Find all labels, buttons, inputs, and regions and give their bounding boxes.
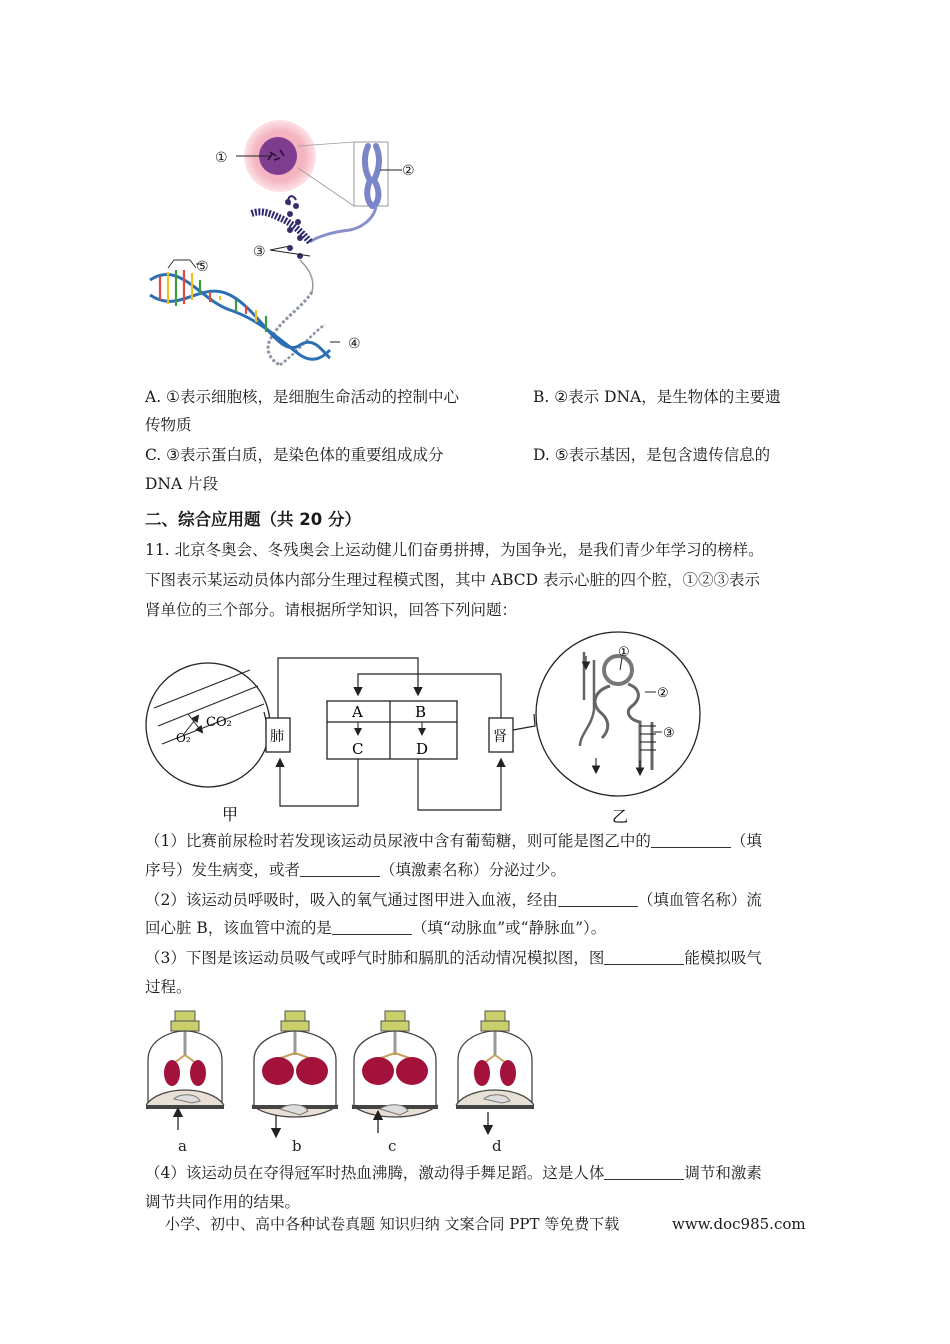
q11-part1-text-b: （填: [730, 832, 762, 850]
jar-label-a: a: [178, 1137, 187, 1155]
chamber-d: D: [416, 740, 429, 758]
q11-part1-line1: [145, 827, 762, 856]
answer-blank-6[interactable]: [604, 1164, 684, 1181]
footer-ad: 小学、初中、高中各种试卷真题 知识归纳 文案合同 PPT 等免费下载: [165, 1215, 620, 1233]
jar-label-b: b: [292, 1137, 302, 1155]
jar-model-d: [456, 1011, 534, 1130]
q11-part1-text-a: （1）比赛前尿检时若发现该运动员尿液中含有葡萄糖，则可能是图乙中的: [145, 832, 651, 850]
q11-part3-line1: [145, 944, 762, 973]
lung-label: 肺: [270, 729, 284, 745]
q11-part2-line2: [145, 914, 606, 943]
option-c: C. ③表示蛋白质，是染色体的重要组成成分: [145, 446, 444, 464]
marker-3: ③: [253, 244, 266, 260]
marker-2: ②: [402, 163, 415, 179]
label-jia: 甲: [222, 805, 239, 824]
q11-part4-text-a: （4）该运动员在夺得冠军时热血沸腾，激动得手舞足蹈。这是人体: [145, 1164, 605, 1182]
q11-stem-line2: 下图表示某运动员体内部分生理过程模式图，其中 ABCD 表示心脏的四个腔，①②③表示: [145, 571, 761, 589]
jar-label-d: d: [492, 1137, 502, 1155]
jar-model-b: [252, 1011, 338, 1133]
bell-jar-models: [140, 1005, 540, 1157]
q11-part2-text-a: （2）该运动员呼吸时，吸入的氧气通过图甲进入血液，经由: [145, 891, 558, 909]
option-d-cont: DNA 片段: [145, 475, 219, 493]
answer-blank-4[interactable]: [332, 919, 412, 936]
circulation-diagram: [140, 630, 710, 830]
jar-model-a: [146, 1011, 224, 1130]
q11-part4-line2: 调节共同作用的结果。: [145, 1193, 301, 1211]
jar-label-c: c: [388, 1137, 397, 1155]
q11-part3-text-a: （3）下图是该运动员吸气或呼气时肺和膈肌的活动情况模拟图，图: [145, 949, 605, 967]
answer-blank-5[interactable]: [604, 949, 684, 966]
section-heading: 二、综合应用题（共 20 分）: [145, 510, 361, 529]
option-a: A. ①表示细胞核，是细胞生命活动的控制中心: [145, 388, 459, 406]
q11-part2-text-b: （填血管名称）流: [637, 891, 762, 909]
chromosome-dna-figure: [140, 110, 440, 380]
q11-stem-line1: 11. 北京冬奥会、冬残奥会上运动健儿们奋勇拼搏，为国争光，是我们青少年学习的榜样。: [145, 541, 764, 559]
double-helix: [150, 270, 330, 359]
chamber-a: A: [352, 703, 363, 721]
chamber-c: C: [352, 740, 364, 758]
marker-4: ④: [348, 336, 361, 352]
answer-blank-1[interactable]: [651, 832, 731, 849]
marker-5: ⑤: [196, 259, 209, 275]
q11-part1-line2: [145, 856, 566, 885]
q11-part1-text-c: 序号）发生病变，或者: [145, 861, 301, 879]
q11-part1-text-d: （填激素名称）分泌过少。: [380, 861, 567, 879]
option-d: D. ⑤表示基因，是包含遗传信息的: [533, 446, 771, 464]
co2-label: CO₂: [206, 715, 232, 730]
footer-url[interactable]: www.doc985.com: [672, 1215, 806, 1233]
nephron-marker-1: ①: [618, 645, 630, 660]
q11-part2-line1: [145, 886, 762, 915]
q11-part3-text-b: 能模拟吸气: [684, 949, 762, 967]
kidney-label: 肾: [493, 729, 507, 745]
marker-1: ①: [215, 150, 228, 166]
nephron-marker-2: ②: [657, 686, 669, 701]
q11-part2-text-d: （填“动脉血”或“静脉血”）。: [411, 919, 607, 937]
option-b-cont: 传物质: [145, 416, 192, 434]
q11-part3-line2: 过程。: [145, 978, 192, 996]
jar-model-c: [352, 1011, 438, 1133]
label-yi: 乙: [612, 807, 629, 826]
q11-part4-text-b: 调节和激素: [684, 1164, 762, 1182]
option-b: B. ②表示 DNA，是生物体的主要遗: [533, 388, 781, 406]
o2-label: O₂: [176, 731, 191, 745]
answer-blank-2[interactable]: [300, 861, 380, 878]
nephron-marker-3: ③: [663, 726, 675, 741]
q11-part4-line1: [145, 1159, 762, 1188]
answer-blank-3[interactable]: [558, 891, 638, 908]
q11-part2-text-c: 回心脏 B，该血管中流的是: [145, 919, 332, 937]
chromosome: [365, 146, 379, 206]
q11-stem-line3: 肾单位的三个部分。请根据所学知识，回答下列问题：: [145, 601, 518, 619]
chamber-b: B: [415, 703, 427, 721]
